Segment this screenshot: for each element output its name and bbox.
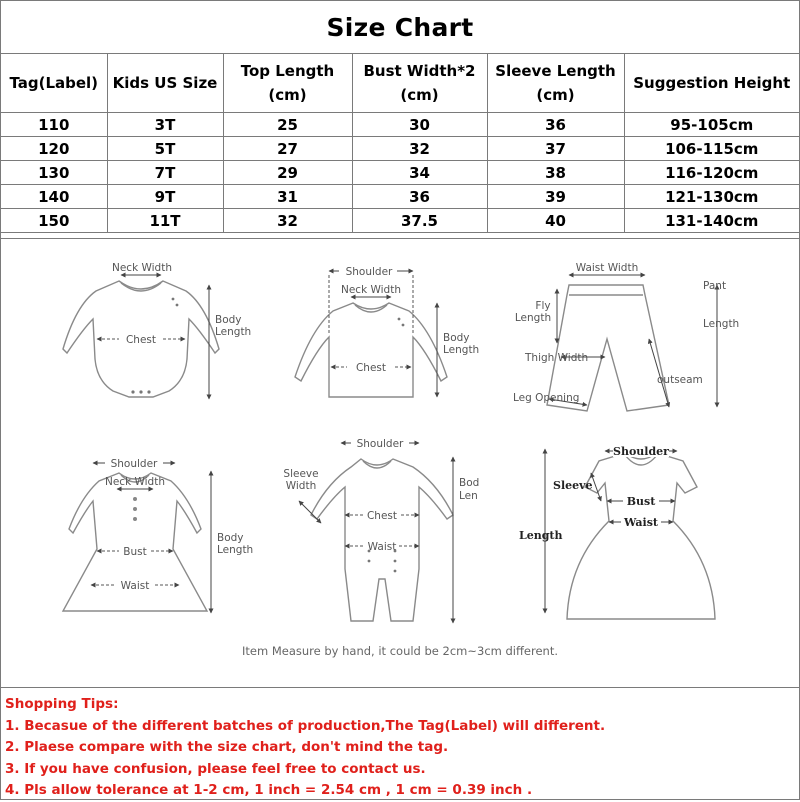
cell-tag: 130 xyxy=(1,161,107,185)
cell-sleeve-length: 40 xyxy=(487,209,624,233)
gown-length-label: Length xyxy=(519,529,563,542)
cell-us-size: 11T xyxy=(107,209,223,233)
cell-tag: 140 xyxy=(1,185,107,209)
table-row xyxy=(1,137,799,161)
pants-fly-label-1: Fly xyxy=(535,300,551,312)
cell-height: 121-130cm xyxy=(624,185,799,209)
header-kids-us-size: Kids US Size xyxy=(107,54,223,113)
cell-height: 131-140cm xyxy=(624,209,799,233)
header-sleeve-length: Sleeve Length (cm) xyxy=(487,54,624,113)
romper-diagram xyxy=(283,436,479,623)
gown-waist-label: Waist xyxy=(624,516,658,529)
page-title: Size Chart xyxy=(326,12,474,42)
measurement-diagrams xyxy=(1,238,799,687)
table-row xyxy=(1,161,799,185)
gown-shoulder-label: Shoulder xyxy=(613,445,669,458)
pants-pant-label-1: Pant xyxy=(703,280,727,292)
top-shoulder-label: Shoulder xyxy=(345,266,393,278)
romper-chest-label: Chest xyxy=(366,510,398,522)
dress-neck-label: Neck Width xyxy=(104,476,166,488)
tips-heading: Shopping Tips: xyxy=(5,696,119,712)
cell-sleeve-length: 39 xyxy=(487,185,624,209)
romper-waist-label: Waist xyxy=(367,541,397,553)
cell-top-length: 32 xyxy=(223,209,352,233)
header-top-length: Top Length (cm) xyxy=(223,54,352,113)
romper-body-label-2: Len xyxy=(459,490,478,502)
gown-bust-label: Bust xyxy=(626,495,656,508)
cell-us-size: 7T xyxy=(107,161,223,185)
romper-body-label-1: Bod xyxy=(459,477,480,489)
pants-pant-label-2: Length xyxy=(703,318,740,330)
cell-sleeve-length: 38 xyxy=(487,161,624,185)
cell-height: 116-120cm xyxy=(624,161,799,185)
gown-diagram xyxy=(519,444,715,619)
bodysuit-neck-label: Neck Width xyxy=(111,262,173,274)
dress-waist-label: Waist xyxy=(120,580,150,592)
table-row xyxy=(1,113,799,137)
cell-bust-width: 34 xyxy=(352,161,487,185)
cell-sleeve-length: 37 xyxy=(487,137,624,161)
tip-item: 1. Becasue of the different batches of production,The Tag(Label) will different. xyxy=(5,717,606,734)
bodysuit-chest-label: Chest xyxy=(125,334,157,346)
header-tag-label: Tag(Label) xyxy=(1,54,107,113)
bodysuit-body-label-2: Length xyxy=(215,326,252,338)
shopping-tips xyxy=(1,687,799,799)
cell-tag: 120 xyxy=(1,137,107,161)
pants-diagram xyxy=(513,262,739,411)
romper-shoulder-label: Shoulder xyxy=(356,438,404,450)
cell-bust-width: 36 xyxy=(352,185,487,209)
cell-tag: 150 xyxy=(1,209,107,233)
title-bar xyxy=(1,1,799,54)
pants-thigh-label: Thigh Width xyxy=(525,352,589,364)
dress-diagram xyxy=(63,456,253,613)
tip-item: 4. Pls allow tolerance at 1-2 cm, 1 inch = 2.54 cm , 1 cm = 0.39 inch . xyxy=(5,782,533,798)
dress-body-label-2: Length xyxy=(217,544,254,556)
table-header-row xyxy=(1,54,799,113)
tip-item: 2. Plaese compare with the size chart, don't mind the tag. xyxy=(5,739,449,755)
cell-us-size: 5T xyxy=(107,137,223,161)
cell-height: 95-105cm xyxy=(624,113,799,137)
cell-sleeve-length: 36 xyxy=(487,113,624,137)
cell-top-length: 31 xyxy=(223,185,352,209)
table-row xyxy=(1,209,799,233)
top-body-label-1: Body xyxy=(443,332,470,344)
top-chest-label: Chest xyxy=(355,362,387,374)
size-table xyxy=(1,54,799,233)
cell-bust-width: 30 xyxy=(352,113,487,137)
top-body-label-2: Length xyxy=(443,344,480,356)
header-suggestion-height: Suggestion Height xyxy=(624,54,799,113)
dress-shoulder-label: Shoulder xyxy=(110,458,158,470)
cell-top-length: 27 xyxy=(223,137,352,161)
gown-sleeve-label: Sleeve xyxy=(553,479,593,492)
cell-top-length: 29 xyxy=(223,161,352,185)
romper-sleeve-label-2: Width xyxy=(285,480,317,492)
pants-fly-label-2: Length xyxy=(514,312,552,324)
cell-height: 106-115cm xyxy=(624,137,799,161)
pants-waist-label: Waist Width xyxy=(575,262,639,274)
dress-body-label-1: Body xyxy=(217,532,244,544)
cell-tag: 110 xyxy=(1,113,107,137)
tip-item: 3. If you have confusion, please feel free to contact us. xyxy=(5,760,426,777)
dress-bust-label: Bust xyxy=(123,546,147,558)
header-bust-width: Bust Width*2 (cm) xyxy=(352,54,487,113)
cell-us-size: 3T xyxy=(107,113,223,137)
cell-bust-width: 32 xyxy=(352,137,487,161)
bodysuit-diagram xyxy=(63,262,251,399)
pants-leg-label: Leg Opening xyxy=(513,392,580,404)
romper-sleeve-label-1: Sleeve xyxy=(283,468,319,480)
top-diagram xyxy=(295,264,479,397)
cell-bust-width: 37.5 xyxy=(352,209,487,233)
cell-top-length: 25 xyxy=(223,113,352,137)
pants-outseam-label: outseam xyxy=(657,374,703,386)
table-row xyxy=(1,185,799,209)
cell-us-size: 9T xyxy=(107,185,223,209)
measurement-note: Item Measure by hand, it could be 2cm~3cm different. xyxy=(241,644,559,658)
top-neck-label: Neck Width xyxy=(340,284,402,296)
bodysuit-body-label-1: Body xyxy=(215,314,242,326)
